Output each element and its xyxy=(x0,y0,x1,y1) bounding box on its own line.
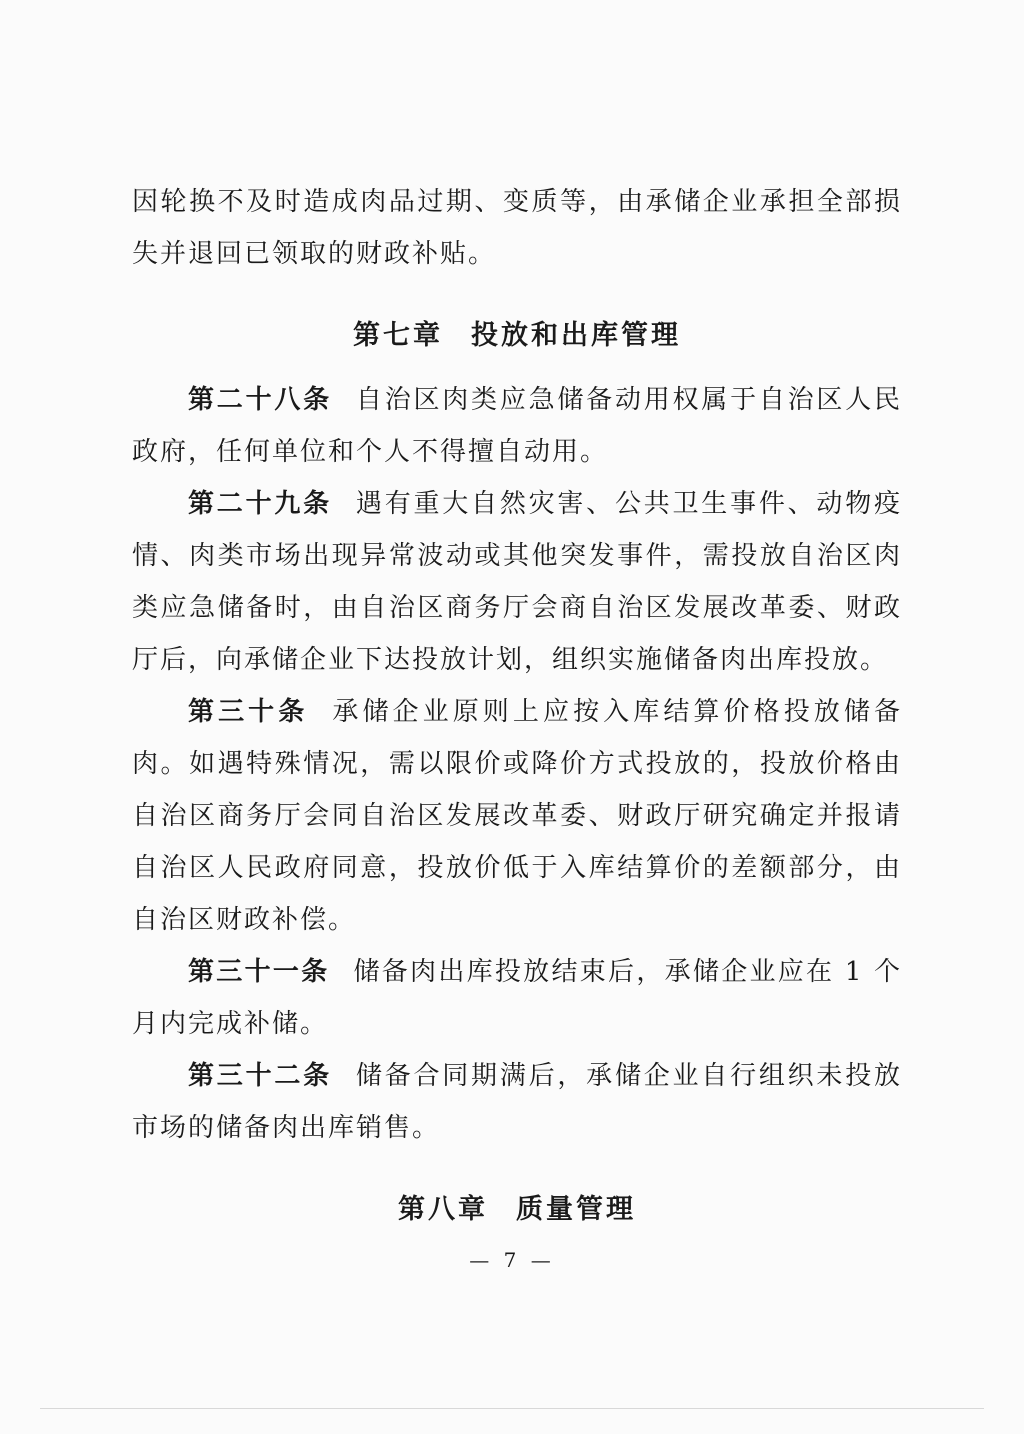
intro-paragraph: 因轮换不及时造成肉品过期、变质等，由承储企业承担全部损失并退回已领取的财政补贴。 xyxy=(132,187,902,269)
chapter-8-title: 质量管理 xyxy=(516,1194,636,1225)
document-body xyxy=(132,176,902,1248)
article-32 xyxy=(132,1050,902,1154)
article-28-title: 第二十八条 xyxy=(188,385,332,415)
article-31-title: 第三十一条 xyxy=(188,957,330,987)
article-29 xyxy=(132,478,902,686)
article-28-text: 自治区肉类应急储备动用权属于自治区人民政府，任何单位和个人不得擅自动用。 xyxy=(132,385,902,467)
article-31-text: 储备肉出库投放结束后，承储企业应在 1 个月内完成补储。 xyxy=(132,957,902,1039)
article-29-title: 第二十九条 xyxy=(188,489,332,519)
article-28 xyxy=(132,374,902,478)
article-30-text: 承储企业原则上应按入库结算价格投放储备肉。如遇特殊情况，需以限价或降价方式投放的，投放价格由自治区商务厅会同自治区发展改革委、财政厅研究确定并报请自治区人民政府同意，投放价低于入库结算价的差额部分，由自治区财政补偿。 xyxy=(132,697,902,935)
chapter-8-number: 第八章 xyxy=(398,1194,488,1225)
article-30 xyxy=(132,686,902,946)
chapter-7-title: 投放和出库管理 xyxy=(471,320,681,351)
article-32-title: 第三十二条 xyxy=(188,1061,332,1091)
chapter-7-heading xyxy=(132,306,902,366)
article-32-text: 储备合同期满后，承储企业自行组织未投放市场的储备肉出库销售。 xyxy=(132,1061,902,1143)
chapter-7-number: 第七章 xyxy=(353,320,443,351)
chapter-8-heading xyxy=(132,1180,902,1240)
article-30-title: 第三十条 xyxy=(188,697,309,727)
scan-edge-line xyxy=(40,1408,984,1409)
article-29-text: 遇有重大自然灾害、公共卫生事件、动物疫情、肉类市场出现异常波动或其他突发事件，需投放自治区肉类应急储备时，由自治区商务厅会商自治区发展改革委、财政厅后，向承储企业下达投放计划，组织实施储备肉出库投放。 xyxy=(132,489,902,675)
page-number: — 7 — xyxy=(469,1248,555,1272)
article-31 xyxy=(132,946,902,1050)
